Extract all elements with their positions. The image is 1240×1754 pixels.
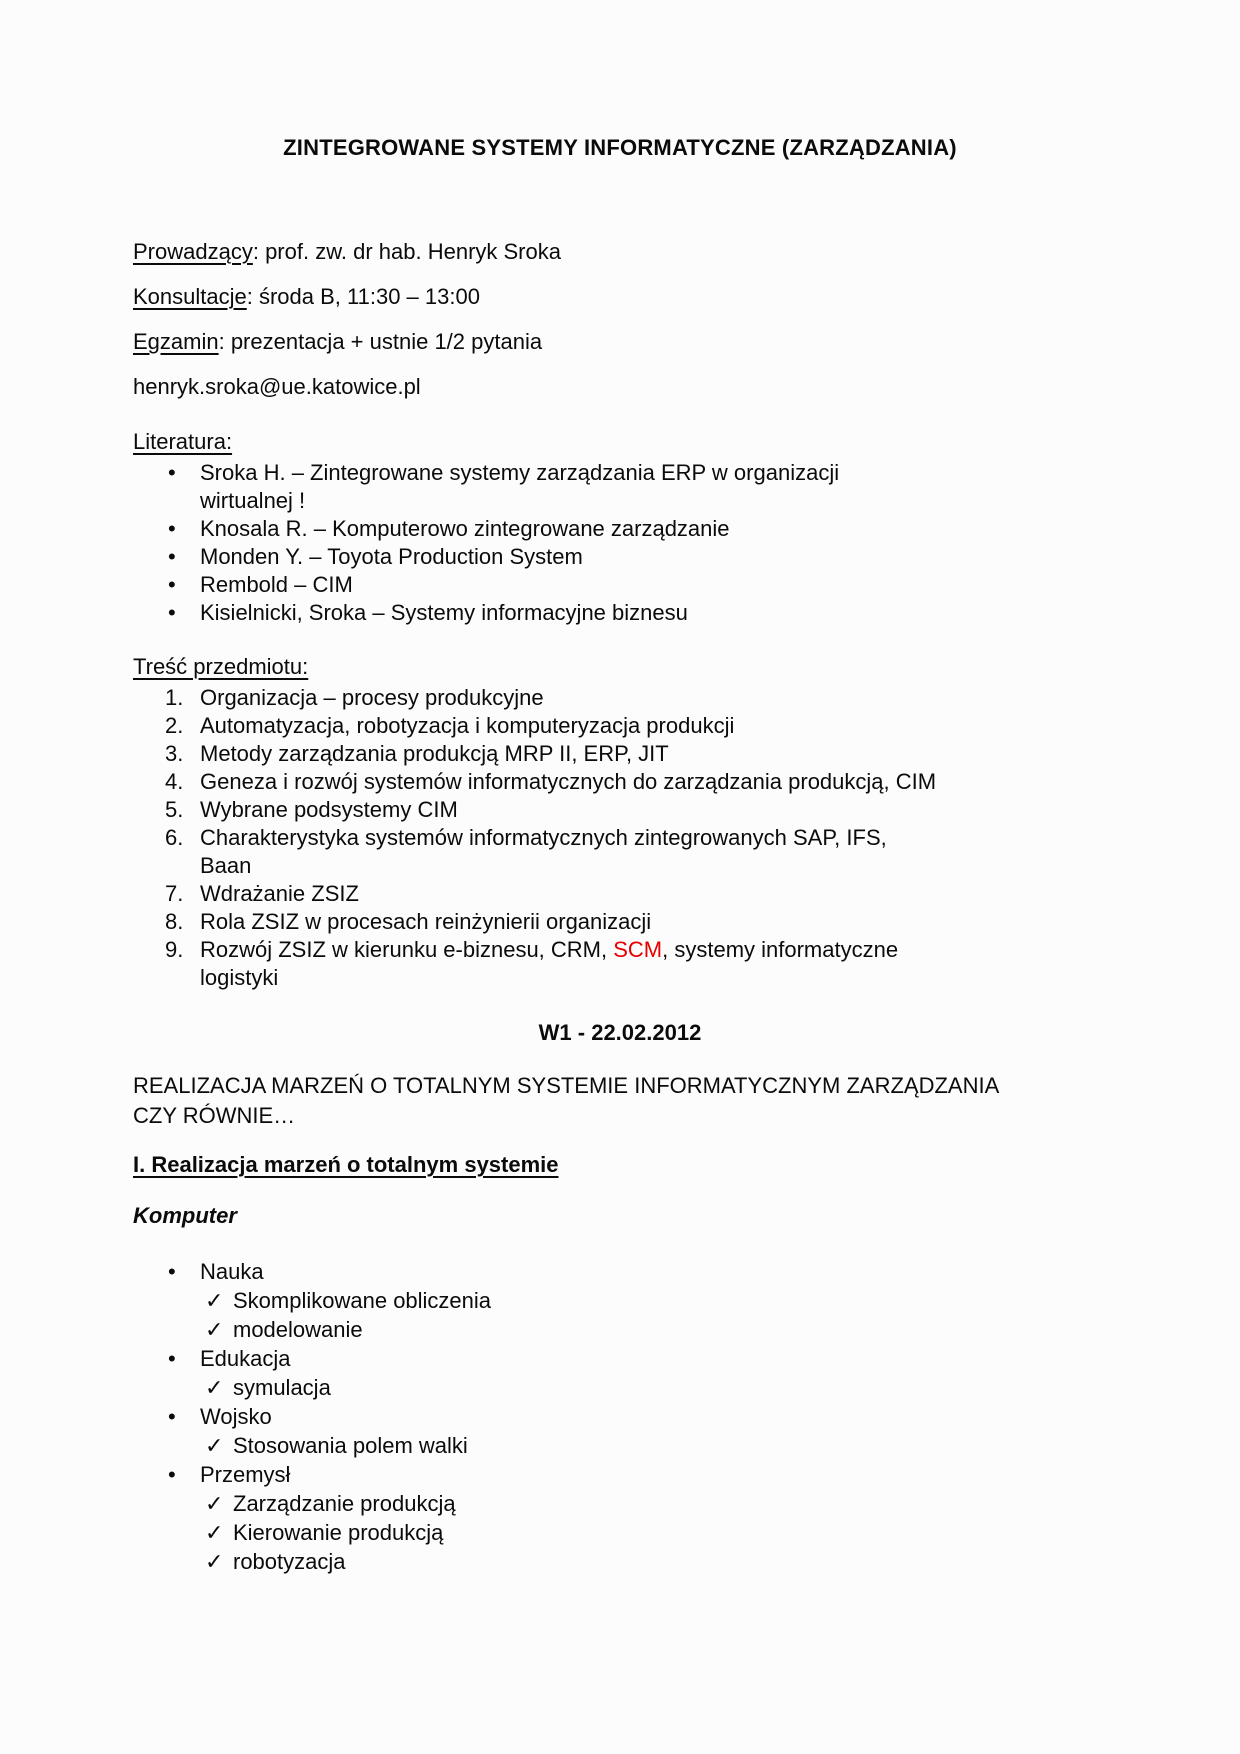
list-item-text: Geneza i rozwój systemów informatycznych do zarządzania produkcją, CIM: [200, 769, 937, 794]
bullet-icon: •: [168, 1259, 176, 1284]
topic-label: Wojsko: [200, 1404, 272, 1429]
konsultacje-value: : środa B, 11:30 – 13:00: [246, 284, 480, 309]
check-icon: ✓: [205, 1549, 224, 1574]
bullet-icon: •: [168, 460, 176, 485]
bullet-icon: •: [168, 1404, 176, 1429]
topic-item: [133, 1460, 1107, 1489]
list-item: [133, 936, 1107, 992]
item-number: 7.: [165, 881, 184, 906]
list-item: [133, 543, 1107, 571]
list-item-text: Organizacja – procesy produkcyjne: [200, 685, 544, 710]
email-text: henryk.sroka@ue.katowice.pl: [133, 374, 421, 399]
list-item-text: Knosala R. – Komputerowo zintegrowane zarządzanie: [200, 516, 730, 541]
check-item: [133, 1373, 1107, 1402]
tresc-section: [133, 653, 1107, 992]
meta-line-egzamin: [133, 328, 1107, 356]
topic-sublist: [133, 1431, 1107, 1460]
check-item: [133, 1286, 1107, 1315]
list-item-text: Rozwój ZSIZ w kierunku e-biznesu, CRM, SCM, systemy informatyczne logistyki: [200, 937, 899, 990]
topic-label: Przemysł: [200, 1462, 291, 1487]
item-number: 9.: [165, 937, 184, 962]
item-number: 4.: [165, 769, 184, 794]
check-icon: ✓: [205, 1375, 224, 1400]
list-item: [133, 908, 1107, 936]
bullet-icon: •: [168, 600, 176, 625]
list-item-text: Monden Y. – Toyota Production System: [200, 544, 583, 569]
list-item: [133, 768, 1107, 796]
check-icon: ✓: [205, 1288, 224, 1313]
list-item-text: Rembold – CIM: [200, 572, 353, 597]
item-number: 8.: [165, 909, 184, 934]
literatura-section: [133, 428, 1107, 627]
check-item-text: Zarządzanie produkcją: [233, 1491, 456, 1516]
list-item-text: Wybrane podsystemy CIM: [200, 797, 458, 822]
topic-label: Nauka: [200, 1259, 264, 1284]
check-item-text: robotyzacja: [233, 1549, 346, 1574]
lecture-intro: REALIZACJA MARZEŃ O TOTALNYM SYSTEMIE INFORMATYCZNYM ZARZĄDZANIA CZY RÓWNIE…: [133, 1073, 1000, 1128]
check-item: [133, 1431, 1107, 1460]
literatura-list: [133, 459, 1107, 627]
meta-line-konsultacje: [133, 283, 1107, 311]
section-heading: I. Realizacja marzeń o totalnym systemie: [133, 1152, 559, 1177]
check-item-text: modelowanie: [233, 1317, 363, 1342]
list-item: [133, 740, 1107, 768]
bullet-icon: •: [168, 1462, 176, 1487]
bullet-icon: •: [168, 572, 176, 597]
check-icon: ✓: [205, 1520, 224, 1545]
check-item: [133, 1315, 1107, 1344]
subsection-heading-komputer: Komputer: [133, 1203, 237, 1228]
item-number: 3.: [165, 741, 184, 766]
list-item: [133, 459, 1107, 515]
check-item-text: Skomplikowane obliczenia: [233, 1288, 492, 1313]
list-item: [133, 571, 1107, 599]
konsultacje-label: Konsultacje: [133, 284, 247, 309]
list-item: [133, 599, 1107, 627]
list-item-text: Wdrażanie ZSIZ: [200, 881, 359, 906]
egzamin-value: : prezentacja + ustnie 1/2 pytania: [218, 329, 543, 354]
list-item: [133, 684, 1107, 712]
list-item-text: Charakterystyka systemów informatycznych zintegrowanych SAP, IFS, Baan: [200, 825, 887, 878]
lecture-title: W1 - 22.02.2012: [538, 1020, 702, 1045]
literatura-heading: Literatura:: [133, 429, 233, 454]
list-item-text: Automatyzacja, robotyzacja i komputeryzacja produkcji: [200, 713, 735, 738]
list-item: [133, 796, 1107, 824]
topic-item: [133, 1257, 1107, 1286]
tresc-heading: Treść przedmiotu:: [133, 654, 309, 679]
check-item: [133, 1547, 1107, 1576]
check-item-text: Stosowania polem walki: [233, 1433, 468, 1458]
list-item: [133, 515, 1107, 543]
meta-line-prowadzacy: [133, 238, 1107, 266]
item-number: 5.: [165, 797, 184, 822]
check-icon: ✓: [205, 1491, 224, 1516]
topic-sublist: [133, 1373, 1107, 1402]
komputer-topic-list: [133, 1257, 1107, 1576]
list-item-text: Metody zarządzania produkcją MRP II, ERP, JIT: [200, 741, 669, 766]
tresc-list: [133, 684, 1107, 992]
prowadzacy-label: Prowadzący: [133, 239, 253, 264]
item-number: 1.: [165, 685, 184, 710]
check-item-text: symulacja: [233, 1375, 331, 1400]
check-icon: ✓: [205, 1317, 224, 1342]
check-item-text: Kierowanie produkcją: [233, 1520, 444, 1545]
bullet-icon: •: [168, 1346, 176, 1371]
bullet-icon: •: [168, 516, 176, 541]
topic-sublist: [133, 1286, 1107, 1344]
egzamin-label: Egzamin: [133, 329, 219, 354]
list-item: [133, 824, 1107, 880]
list-item: [133, 880, 1107, 908]
item-number: 2.: [165, 713, 184, 738]
check-icon: ✓: [205, 1433, 224, 1458]
list-item-text: Rola ZSIZ w procesach reinżynierii organizacji: [200, 909, 652, 934]
topic-item: [133, 1402, 1107, 1431]
topic-sublist: [133, 1489, 1107, 1576]
check-item: [133, 1518, 1107, 1547]
document-title: ZINTEGROWANE SYSTEMY INFORMATYCZNE (ZARZĄDZANIA): [283, 135, 957, 160]
prowadzacy-value: : prof. zw. dr hab. Henryk Sroka: [252, 239, 561, 264]
scm-highlight: SCM: [613, 937, 663, 962]
list-item: [133, 712, 1107, 740]
topic-label: Edukacja: [200, 1346, 291, 1371]
check-item: [133, 1489, 1107, 1518]
item-number: 6.: [165, 825, 184, 850]
topic-item: [133, 1344, 1107, 1373]
bullet-icon: •: [168, 544, 176, 569]
list-item-text: Kisielnicki, Sroka – Systemy informacyjne biznesu: [200, 600, 688, 625]
list-item-text: Sroka H. – Zintegrowane systemy zarządzania ERP w organizacji wirtualnej !: [200, 460, 840, 513]
